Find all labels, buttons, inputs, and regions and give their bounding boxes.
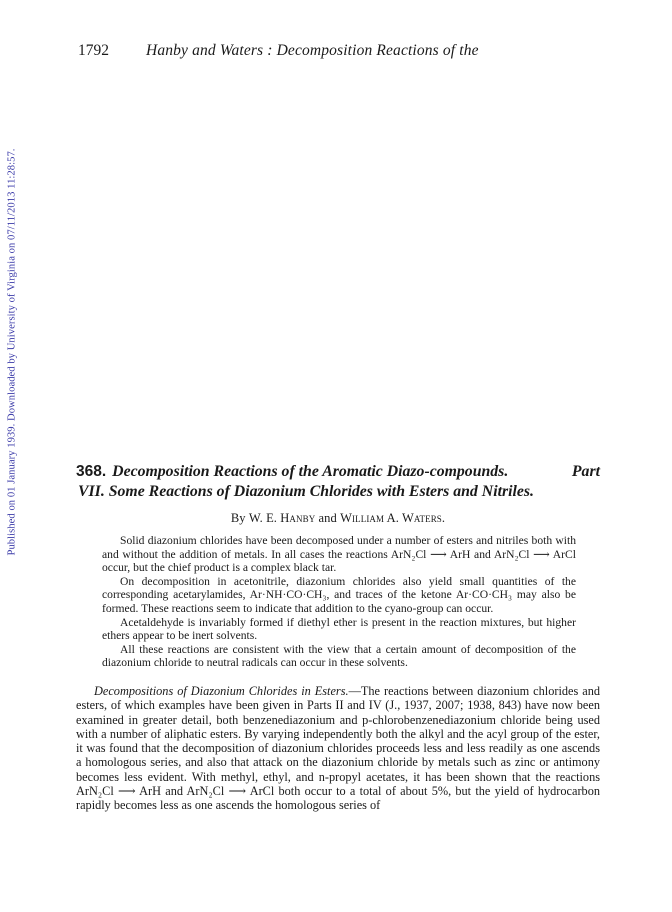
article-title [76, 462, 600, 502]
abstract-paragraph: Solid diazonium chlorides have been decomposed under a number of esters and nitriles both with and without the addition of metals. In all cases the reactions ArN₂Cl ⟶ ArH and ArN₂Cl ⟶ ArCl occur, but the chief product is a complex black tar. [102, 534, 576, 575]
body-text [76, 684, 600, 813]
download-note-text: Published on 01 January 1939. Downloaded by University of Virginia on 07/11/2013 11:28:57. [6, 148, 18, 556]
title-line-1 [76, 462, 600, 482]
page-number: 1792 [78, 42, 109, 59]
abstract-paragraph: All these reactions are consistent with the view that a certain amount of decomposition of the diazonium chloride to neutral radicals can occur in these solvents. [102, 642, 576, 670]
section-heading: Decompositions of Diazonium Chlorides in Esters. [94, 683, 349, 698]
body-paragraph [76, 684, 600, 813]
article [76, 462, 600, 813]
article-number: 368. [76, 463, 107, 480]
body-paragraph-text: —The reactions between diazonium chlorides and esters, of which examples have been given in Parts II and IV (J., 1937, 2007; 1938, 843) have now been examined in greater detail, both benzenediazonium and p-chlorobenzenediazonium chloride being used with a number of aliphatic esters. By varying independently both the alkyl and the acyl group of the ester, it was found that the decomposition of diazonium chlorides proceeds less and less readily as one ascends a homologous series, and also that attack on the diazonium chloride by metals such as zinc or antimony becomes less evident. With methyl, ethyl, and n-propyl acetates, it has been shown that the reactions ArN₂Cl ⟶ ArH and ArN₂Cl ⟶ ArCl both occur to a total of about 5%, but the yield of hydrocarbon rapidly becomes less as one ascends the homologous series of [76, 683, 600, 813]
abstract-paragraph: Acetaldehyde is invariably formed if diethyl ether is present in the reaction mixtures, but higher ethers appear to be inert solvents. [102, 615, 576, 643]
byline-prefix: By [230, 511, 246, 525]
title-part-a: Decomposition Reactions of the Aromatic Diazo-compounds. [112, 463, 509, 480]
author-1: W. E. Hanby [248, 511, 316, 525]
download-watermark [6, 132, 18, 572]
author-2: William A. Waters. [340, 511, 446, 525]
running-title: Hanby and Waters : Decomposition Reactions of the [146, 42, 479, 59]
abstract-paragraph: On decomposition in acetonitrile, diazonium chlorides also yield small quantities of the corresponding acetarylamides, Ar·NH·CO·CH₃, and traces of the ketone Ar·CO·CH₃ may also be formed. These reactions seem to indicate that addition to the cyano-group can occur. [102, 574, 576, 615]
byline-and: and [318, 511, 337, 525]
abstract [102, 534, 576, 670]
title-part-b: Part [571, 463, 600, 480]
title-line-2: VII. Some Reactions of Diazonium Chlorides with Esters and Nitriles. [78, 483, 535, 500]
byline [76, 511, 600, 526]
